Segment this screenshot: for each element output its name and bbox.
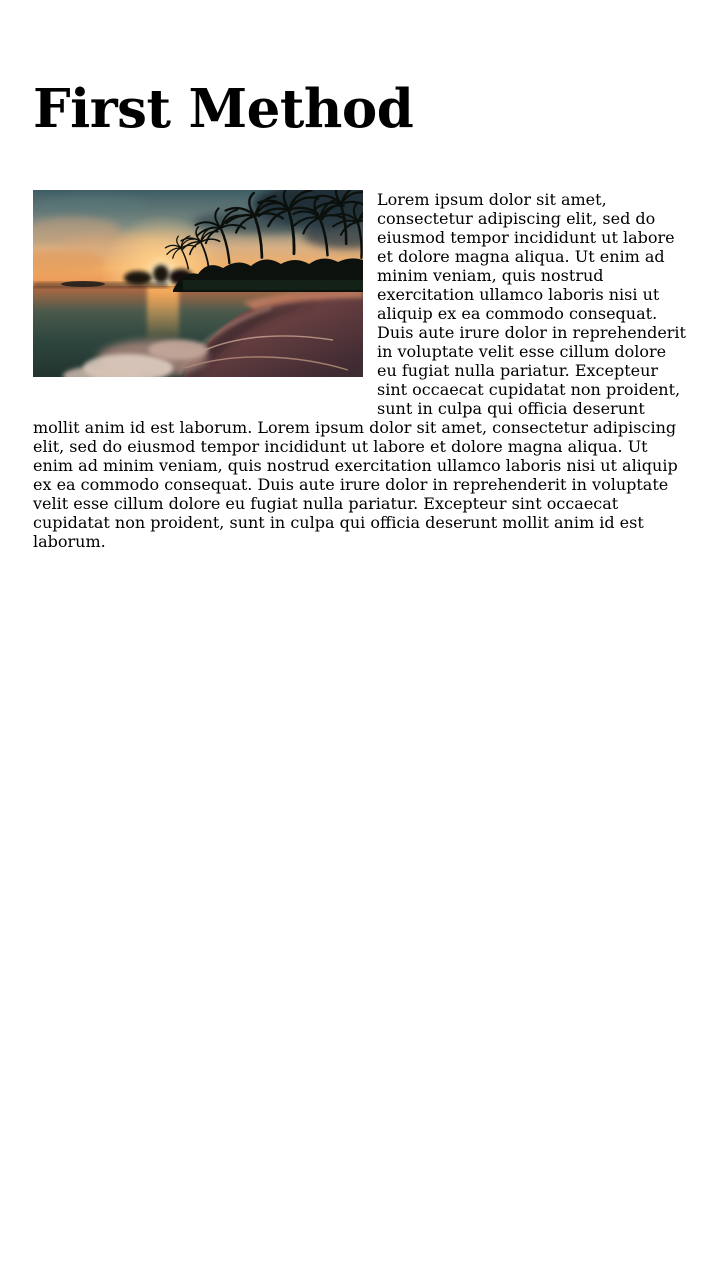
beach-sunset-illustration	[33, 190, 363, 377]
body-text: Lorem ipsum dolor sit amet, consectetur adipiscing elit, sed do eiusmod tempor incididunt ut labore et dolore magna aliqua. Ut enim ad minim veniam, quis nostrud exercitation ullamco laboris nisi ut aliquip ex ea commodo consequat. Duis aute irure dolor in reprehenderit in voluptate velit esse cillum dolore eu fugiat nulla pariatur. Excepteur sint occaecat cupidatat non proident, sunt in culpa qui officia deserunt mollit anim id est laborum. Lorem ipsum dolor sit amet, consectetur adipiscing elit, sed do eiusmod tempor incididunt ut labore et dolore magna aliqua. Ut enim ad minim veniam, quis nostrud exercitation ullamco laboris nisi ut aliquip ex ea commodo consequat. Duis aute irure dolor in reprehenderit in voluptate velit esse cillum dolore eu fugiat nulla pariatur. Excepteur sint occaecat cupidatat non proident, sunt in culpa qui officia deserunt mollit anim id est laborum.	[33, 190, 686, 552]
beach-sunset-image	[33, 190, 363, 377]
page-title: First Method	[33, 78, 414, 140]
